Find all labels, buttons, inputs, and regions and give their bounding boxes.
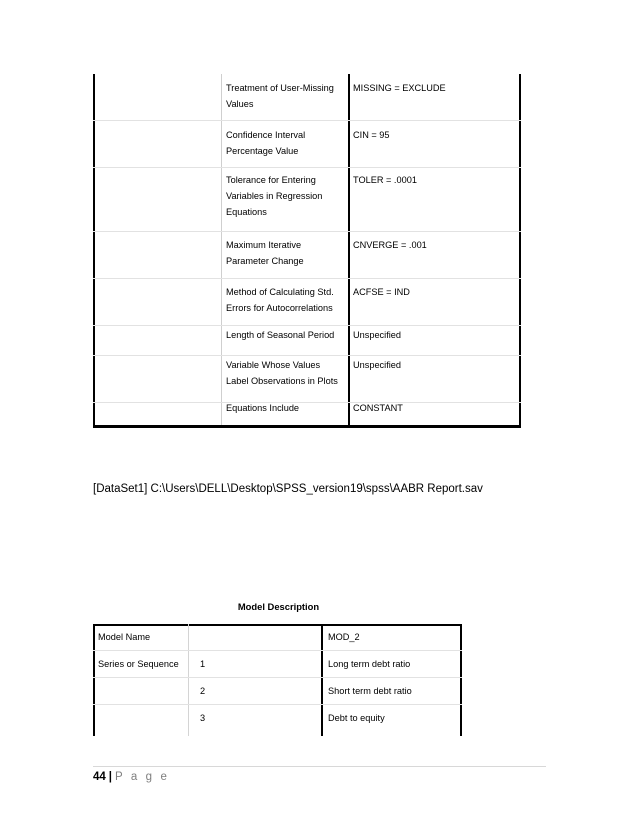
option-value: ACFSE = IND: [353, 287, 410, 297]
page-label: P a g e: [115, 771, 170, 783]
row-value: Long term debt ratio: [328, 659, 411, 669]
footer-divider: [93, 766, 546, 767]
option-label: Maximum Iterative Parameter Change: [226, 240, 304, 266]
row-value: MOD_2: [328, 632, 360, 642]
table-row: [93, 168, 521, 232]
model-description-table: [93, 624, 462, 736]
option-label: Variable Whose Values Label Observations in Plots: [226, 360, 338, 386]
table-row: [93, 356, 521, 403]
option-value: TOLER = .0001: [353, 175, 417, 185]
dataset-path: [DataSet1] C:\Users\DELL\Desktop\SPSS_version19\spss\AABR Report.sav: [93, 483, 483, 495]
option-label: Treatment of User-Missing Values: [226, 83, 334, 109]
option-label: Tolerance for Entering Variables in Regression Equations: [226, 175, 323, 217]
option-label: Method of Calculating Std. Errors for Autocorrelations: [226, 287, 334, 313]
table-border-bottom: [93, 425, 521, 428]
table-row: [93, 232, 521, 279]
row-header: Model Name: [98, 632, 151, 642]
option-value: CIN = 95: [353, 130, 390, 140]
row-index: 3: [200, 713, 206, 723]
option-value: CONSTANT: [353, 403, 403, 413]
option-value: Unspecified: [353, 360, 402, 370]
option-value: Unspecified: [353, 330, 402, 340]
table-row: [93, 279, 521, 326]
table-row: [93, 326, 521, 356]
table-row: [93, 705, 462, 732]
table-row: [93, 121, 521, 168]
table-row: [93, 74, 521, 121]
row-value: Debt to equity: [328, 713, 385, 723]
table-row: [93, 678, 462, 705]
page-footer: [93, 771, 169, 783]
option-label: Length of Seasonal Period: [226, 330, 335, 340]
table-row: [93, 624, 462, 651]
row-value: Short term debt ratio: [328, 686, 412, 696]
option-label: Confidence Interval Percentage Value: [226, 130, 306, 156]
option-value: MISSING = EXCLUDE: [353, 83, 446, 93]
table-title: Model Description: [237, 601, 320, 612]
page-number: 44: [93, 771, 106, 783]
options-table: [93, 74, 521, 428]
table-row: [93, 651, 462, 678]
option-value: CNVERGE = .001: [353, 240, 427, 250]
row-header: Series or Sequence: [98, 659, 179, 669]
footer-separator: |: [108, 771, 113, 783]
row-index: 1: [200, 659, 206, 669]
option-label: Equations Include: [226, 403, 300, 413]
row-index: 2: [200, 686, 206, 696]
